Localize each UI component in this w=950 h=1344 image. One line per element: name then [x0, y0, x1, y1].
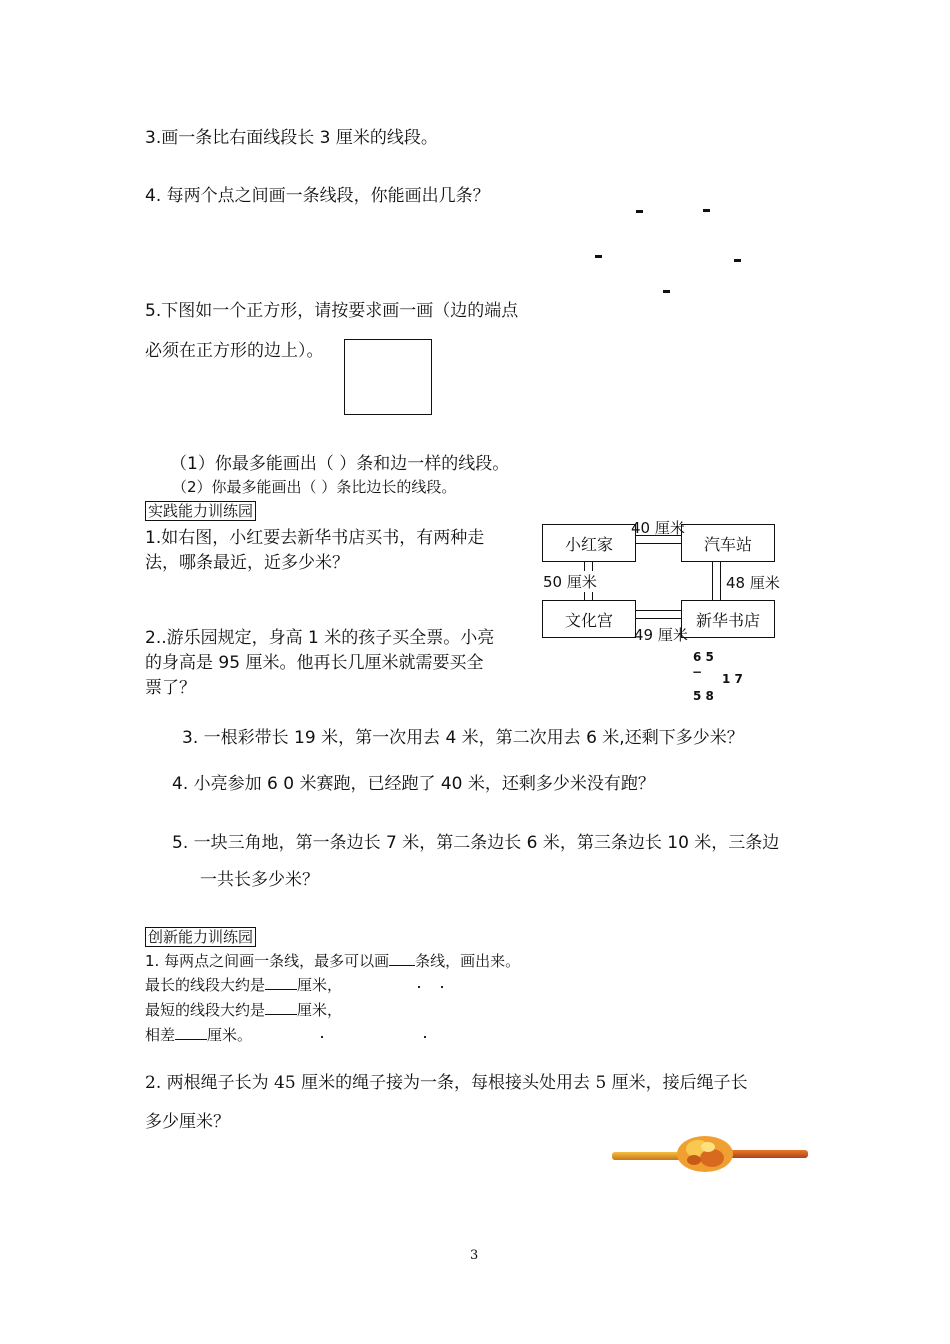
innovation-1-diff — [145, 1025, 252, 1046]
point — [595, 255, 602, 258]
section-practice-title: 实践能力训练园 — [145, 501, 256, 521]
point — [424, 1036, 426, 1038]
practice-1-line2: 法，哪条最近，近多少米？ — [145, 553, 349, 573]
calc-operand-b: 1 7 — [722, 672, 743, 686]
innovation-1 — [145, 951, 520, 972]
innovation-1-text-a: 1. 每两点之间画一条线，最多可以画 — [145, 952, 390, 970]
page-number: 3 — [470, 1248, 479, 1263]
distance-left: 50 厘米 — [543, 573, 597, 591]
distance-right: 48 厘米 — [726, 574, 780, 592]
innovation-1-longest — [145, 975, 342, 996]
longest-label: 最长的线段大约是 — [145, 976, 266, 994]
blank-diff[interactable] — [175, 1025, 207, 1040]
practice-2-line3: 票了？ — [145, 678, 196, 698]
point — [636, 210, 643, 213]
practice-2-line1: 2..游乐园规定，身高 1 米的孩子买全票。小亮 — [145, 628, 495, 648]
diff-unit: 厘米。 — [207, 1026, 253, 1044]
practice-3: 3. 一根彩带长 19 米，第一次用去 4 米，第二次用去 6 米,还剩下多少米？ — [182, 728, 744, 748]
blank-longest[interactable] — [265, 975, 297, 990]
node-culture: 文化宫 — [542, 600, 636, 638]
point — [663, 290, 670, 293]
question-5-line1: 5.下图如一个正方形，请按要求画一画（边的端点 — [145, 301, 519, 321]
point — [321, 1036, 323, 1038]
point — [418, 986, 420, 988]
rope-right — [726, 1150, 808, 1158]
point — [441, 986, 443, 988]
innovation-2-line1: 2. 两根绳子长为 45 厘米的绳子接为一条，每根接头处用去 5 厘米，接后绳子长 — [145, 1073, 748, 1093]
calc-operand-a: 6 5 — [693, 650, 714, 664]
road-bottom — [634, 610, 682, 619]
blank-shortest[interactable] — [265, 1000, 297, 1015]
question-5-line2: 必须在正方形的边上）。 — [145, 341, 324, 361]
rope-knot-image — [610, 1133, 810, 1175]
longest-unit: 厘米， — [297, 976, 343, 994]
rope-left — [612, 1152, 684, 1160]
square-figure — [344, 339, 432, 415]
question-4-points: 4. 每两个点之间画一条线段，你能画出几条？ — [145, 186, 490, 206]
innovation-1-shortest — [145, 1000, 342, 1021]
shortest-label: 最短的线段大约是 — [145, 1001, 266, 1019]
practice-2-line2: 的身高是 95 厘米。他再长几厘米就需要买全 — [145, 653, 484, 673]
knot-icon — [677, 1136, 733, 1172]
calc-minus: − — [692, 665, 703, 679]
practice-5-line1: 5. 一块三角地，第一条边长 7 米，第二条边长 6 米，第三条边长 10 米，三条边 — [172, 833, 780, 853]
road-right — [712, 561, 721, 601]
innovation-1-text-b: 条线，画出来。 — [415, 952, 521, 970]
node-bookstore: 新华书店 — [681, 600, 775, 638]
distance-bottom: 49 厘米 — [634, 626, 688, 644]
point — [703, 209, 710, 212]
point — [734, 259, 741, 262]
question-3-draw: 3.画一条比右面线段长 3 厘米的线段。 — [145, 128, 438, 148]
question-5-sub2: （2）你最多能画出（ ）条比边长的线段。 — [172, 478, 457, 496]
practice-1-line1: 1.如右图，小红要去新华书店买书，有两种走 — [145, 528, 485, 548]
calc-result: 5 8 — [693, 689, 714, 703]
innovation-2-line2: 多少厘米？ — [145, 1112, 230, 1132]
node-station: 汽车站 — [681, 524, 775, 562]
practice-5-line2: 一共长多少米？ — [200, 870, 319, 890]
section-innovation-title: 创新能力训练园 — [145, 927, 256, 947]
question-5-sub1: （1）你最多能画出（ ）条和边一样的线段。 — [170, 454, 510, 474]
shortest-unit: 厘米， — [297, 1001, 343, 1019]
diff-label: 相差 — [145, 1026, 176, 1044]
node-home: 小红家 — [542, 524, 636, 562]
distance-top: 40 厘米 — [631, 519, 685, 537]
blank-line-count[interactable] — [389, 951, 415, 966]
practice-4: 4. 小亮参加 6 0 米赛跑，已经跑了 40 米，还剩多少米没有跑？ — [172, 774, 655, 794]
